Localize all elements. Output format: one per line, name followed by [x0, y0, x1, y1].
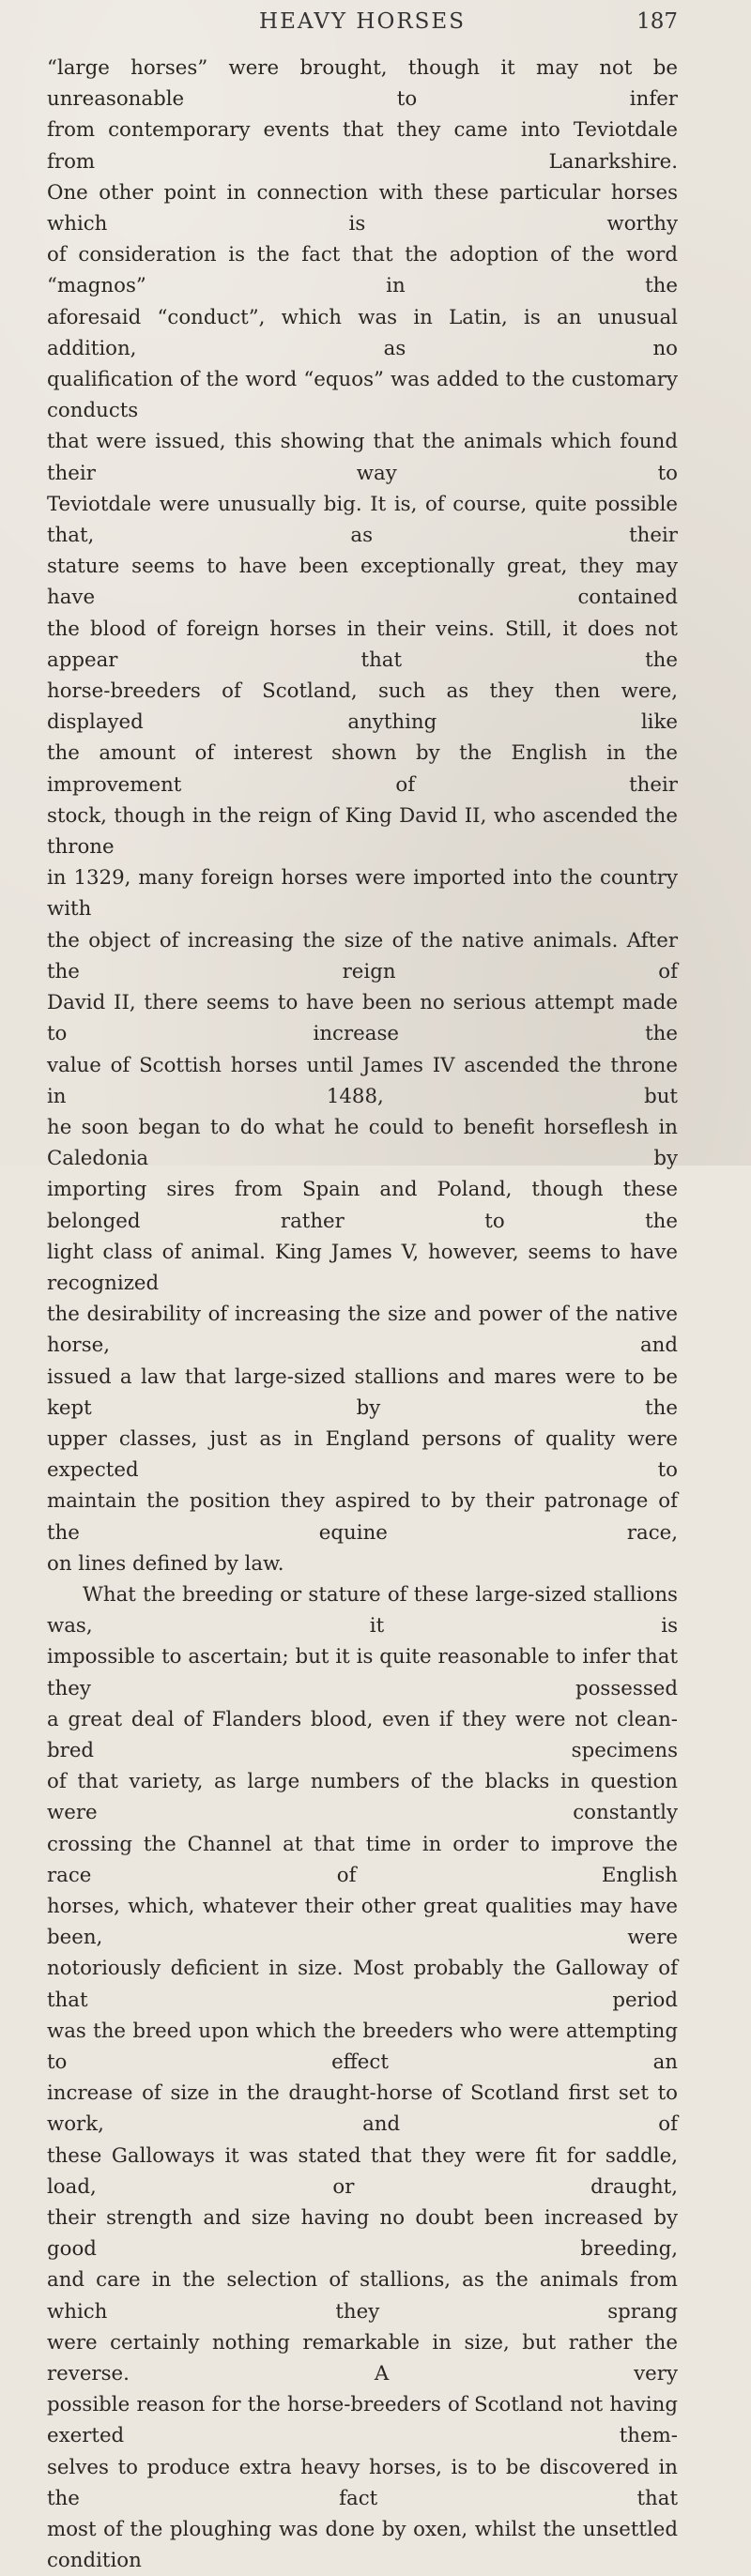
text-line: most of the ploughing was done by oxen, whilst the unsettled condition	[47, 2518, 678, 2573]
text-line: was the breed upon which the breeders who were attempting to effect an	[47, 2019, 678, 2074]
running-title: HEAVY HORSES	[259, 9, 466, 34]
text-line: possible reason for the horse-breeders of Scotland not having exerted them-	[47, 2393, 678, 2448]
text-line: from contemporary events that they came into Teviotdale from Lanarkshire.	[47, 118, 678, 174]
text-line: increase of size in the draught-horse of Scotland first set to work, and of	[47, 2081, 678, 2137]
text-line: light class of animal. King James V, however, seems to have recognized	[47, 1240, 678, 1295]
text-line: their strength and size having no doubt been increased by good breeding,	[47, 2206, 678, 2262]
text-line: horses, which, whatever their other great qualities may have been, were	[47, 1894, 678, 1950]
text-line: issued a law that large-sized stallions and mares were to be kept by the	[47, 1364, 678, 1420]
text-line: that were issued, this showing that the animals which found their way to	[47, 430, 678, 485]
text-line: Teviotdale were unusually big. It is, of course, quite possible that, as their	[47, 492, 678, 548]
text-line: “large horses” were brought, though it may not be unreasonable to infer	[47, 56, 678, 112]
text-line: stature seems to have been exceptionally great, they may have contained	[47, 555, 678, 610]
text-line: aforesaid “conduct”, which was in Latin, is an unusual addition, as no	[47, 305, 678, 360]
text-line: What the breeding or stature of these large-sized stallions was, it is	[47, 1582, 678, 1639]
text-line: crossing the Channel at that time in order to improve the race of English	[47, 1832, 678, 1887]
paragraph	[47, 1579, 678, 2576]
text-line: on lines defined by law.	[47, 1551, 284, 1576]
text-line: a great deal of Flanders blood, even if they were not clean-bred specimens	[47, 1707, 678, 1762]
text-line: upper classes, just as in England persons of quality were expected to	[47, 1426, 678, 1483]
page-header	[47, 8, 678, 41]
text-line: in 1329, many foreign horses were imported into the country with	[47, 866, 678, 922]
text-line: impossible to ascertain; but it is quite reasonable to infer that they possessed	[47, 1645, 678, 1700]
text-line: were certainly nothing remarkable in size, but rather the reverse. A very	[47, 2330, 678, 2386]
text-line: stock, though in the reign of King David II, who ascended the throne	[47, 803, 678, 860]
text-line: horse-breeders of Scotland, such as they then were, displayed anything like	[47, 679, 678, 735]
text-line: and care in the selection of stallions, as the animals from which they sprang	[47, 2268, 678, 2324]
text-line: David II, there seems to have been no serious attempt made to increase the	[47, 991, 678, 1046]
text-line: these Galloways it was stated that they were fit for saddle, load, or draught,	[47, 2143, 678, 2199]
text-line: value of Scottish horses until James IV ascended the throne in 1488, but	[47, 1053, 678, 1108]
body-text	[47, 53, 678, 2576]
text-line: selves to produce extra heavy horses, is to be discovered in the fact that	[47, 2455, 678, 2510]
text-line: the object of increasing the size of the native animals. After the reign of	[47, 928, 678, 983]
text-line: he soon began to do what he could to benefit horseflesh in Caledonia by	[47, 1115, 678, 1171]
text-line: of consideration is the fact that the adoption of the word “magnos” in the	[47, 243, 678, 298]
page-number: 187	[636, 9, 678, 34]
text-line: qualification of the word “equos” was added to the customary conducts	[47, 368, 678, 423]
text-line: importing sires from Spain and Poland, though these belonged rather to the	[47, 1178, 678, 1233]
text-line: maintain the position they aspired to by their patronage of the equine race,	[47, 1489, 678, 1545]
text-line: of that variety, as large numbers of the blacks in question were constantly	[47, 1770, 678, 1825]
text-line: the amount of interest shown by the English in the improvement of their	[47, 741, 678, 797]
text-line: notoriously deficient in size. Most probably the Galloway of that period	[47, 1957, 678, 2012]
text-line: One other point in connection with these particular horses which is worthy	[47, 180, 678, 236]
text-line: the desirability of increasing the size and power of the native horse, and	[47, 1303, 678, 1358]
paragraph	[47, 53, 678, 1579]
text-line: the blood of foreign horses in their veins. Still, it does not appear that the	[47, 617, 678, 672]
